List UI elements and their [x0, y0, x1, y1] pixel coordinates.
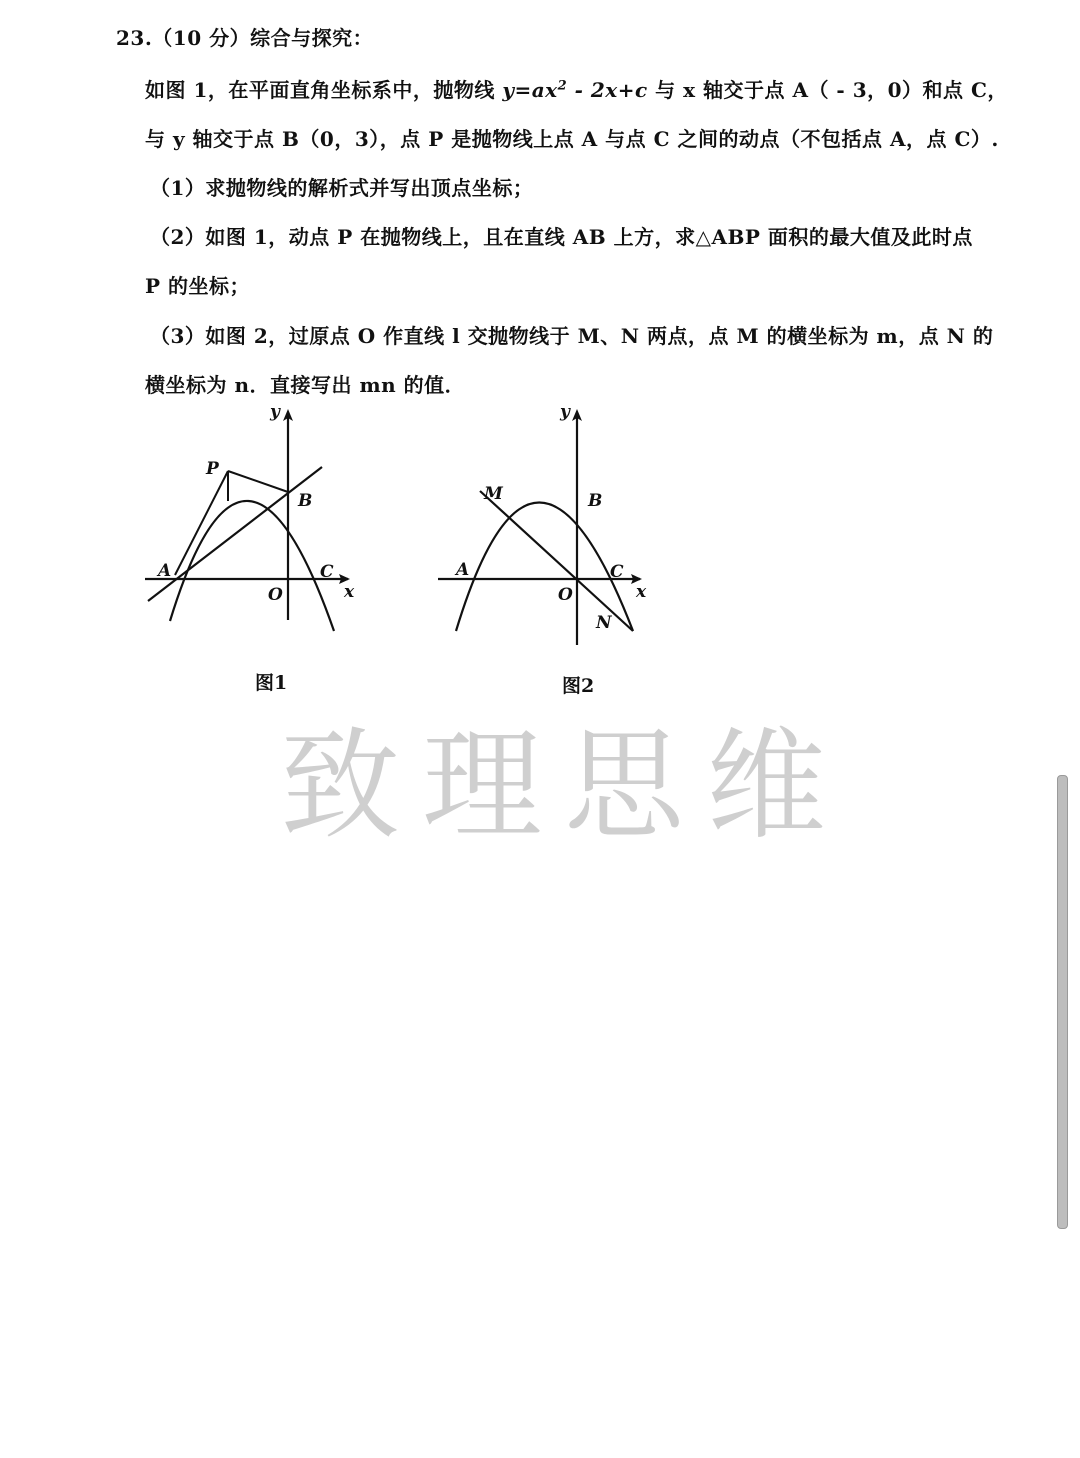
scrollbar-thumb[interactable] — [1057, 775, 1068, 1229]
problem-type: 综合与探究： — [250, 26, 374, 50]
fig1-label-c: C — [320, 562, 334, 582]
fig2-line-l — [480, 491, 633, 631]
equation-part-1: y=ax — [502, 78, 558, 102]
part-3-line-2: 横坐标为 n．直接写出 mn 的值． — [145, 373, 466, 397]
fig1-label-y: y — [270, 402, 280, 422]
fig2-parabola — [456, 503, 633, 632]
fig1-label-a: A — [158, 561, 172, 581]
intro-line-2: 与 y 轴交于点 B（0，3），点 P 是抛物线上点 A 与点 C 之间的动点（不包括点 A，点 C）. — [145, 127, 999, 151]
intro-text-b: 与 x 轴交于点 A（ - 3，0）和点 C， — [647, 78, 1008, 102]
problem-number: 23. — [116, 26, 153, 50]
intro-line-1 — [145, 74, 1008, 103]
figure-1-caption: 图1 — [255, 672, 288, 694]
fig1-label-p: P — [206, 459, 219, 479]
equation-part-2: - 2x+c — [567, 78, 648, 102]
problem-header — [116, 22, 373, 51]
watermark: 致理思维 — [280, 717, 848, 856]
fig1-line-ab — [148, 467, 322, 601]
part-2-line-1: （2）如图 1，动点 P 在抛物线上，且在直线 AB 上方，求△ABP 面积的最大值及此时点 — [150, 225, 973, 249]
fig2-label-c: C — [610, 562, 624, 582]
fig2-label-m: M — [484, 484, 503, 504]
fig2-label-y: y — [560, 402, 570, 422]
fig2-label-a: A — [456, 560, 470, 580]
fig1-label-o: O — [268, 585, 283, 605]
equation-exponent: 2 — [557, 78, 568, 94]
fig2-label-n: N — [596, 613, 612, 633]
fig2-label-b: B — [588, 491, 603, 511]
part-2-line-2: P 的坐标； — [145, 274, 251, 298]
figure-1 — [130, 395, 380, 655]
part-3-line-1: （3）如图 2，过原点 O 作直线 l 交抛物线于 M、N 两点，点 M 的横坐标为 m，点 N 的 — [150, 324, 994, 348]
fig1-label-x: x — [344, 582, 355, 602]
part-1: （1）求抛物线的解析式并写出顶点坐标； — [150, 176, 534, 200]
figure-2-caption: 图2 — [562, 675, 595, 697]
problem-score: （10 分） — [152, 26, 251, 50]
fig1-label-b: B — [298, 491, 313, 511]
equation — [502, 78, 647, 102]
fig2-label-o: O — [558, 585, 573, 605]
intro-text-a: 如图 1，在平面直角坐标系中，抛物线 — [145, 78, 503, 102]
figure-2 — [420, 395, 670, 655]
fig1-segment-pb — [228, 471, 288, 492]
fig2-label-x: x — [636, 582, 647, 602]
